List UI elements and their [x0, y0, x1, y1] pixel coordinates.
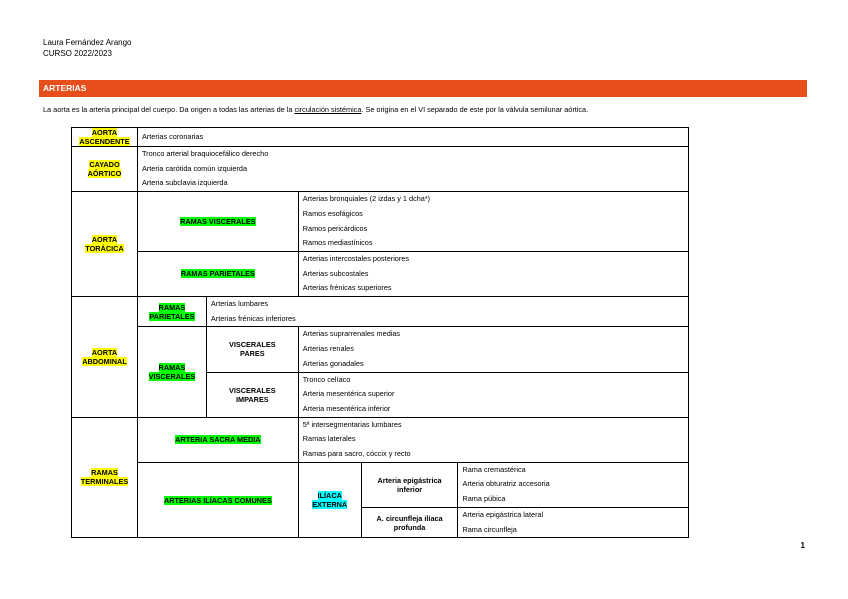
author-name: Laura Fernández Arango	[43, 38, 132, 47]
list-item: Arterias suprarrenales medias	[302, 329, 401, 339]
toracica-ramas-viscerales-cell	[137, 192, 298, 252]
aorta-ascendente-label-1: AORTA	[91, 128, 118, 137]
aorta-ascendente-label-2: ASCENDENTE	[79, 137, 130, 146]
list-item: Arterias renales	[302, 344, 354, 354]
list-item: Arteria subclavia izquierda	[141, 178, 228, 188]
toracica-ramas-viscerales-label: RAMAS VISCERALES	[180, 217, 256, 227]
toracica-label-2: TORÁCICA	[85, 244, 124, 254]
abdominal-viscerales-label-1: RAMAS	[158, 363, 186, 373]
epigastrica-inferior-cell	[361, 462, 458, 507]
intro-link-circulacion[interactable]: circulación sistémica	[294, 105, 362, 114]
list-item: Arteria mesentérica inferior	[302, 403, 391, 413]
list-item: Arterias lumbares	[210, 299, 269, 309]
toracica-parietales-list	[298, 251, 688, 296]
arteries-table	[71, 127, 689, 538]
toracica-ramas-parietales-cell	[137, 251, 298, 296]
iliaca-externa-label-2: EXTERNA	[312, 500, 348, 510]
viscerales-pares-list	[298, 327, 688, 372]
row-cayado-aortico	[72, 147, 689, 192]
row-abdominal-pares	[72, 327, 689, 372]
circunfleja-label-2: profunda	[393, 522, 426, 532]
row-iliaca-epigastrica	[72, 462, 689, 507]
viscerales-impares-list	[298, 372, 688, 417]
abdominal-label-2: ABDOMINAL	[82, 356, 127, 366]
viscerales-pares-cell	[206, 327, 298, 372]
list-item: Rama cremastérica	[462, 464, 526, 474]
impares-label-1: VISCERALES	[229, 385, 276, 395]
abdominal-ramas-parietales-cell	[137, 297, 206, 327]
abdominal-parietales-label-2: PARIETALES	[149, 311, 195, 321]
pares-label-2: PARES	[240, 349, 265, 359]
impares-label-2: IMPARES	[235, 394, 269, 404]
list-item: Arteria carótida común izquierda	[141, 163, 248, 173]
iliaca-externa-cell	[298, 462, 361, 538]
list-item: Ramas laterales	[302, 434, 356, 444]
list-item: Ramos pericárdicos	[302, 223, 368, 233]
row-abdominal-parietales	[72, 297, 689, 327]
list-item: Arteria epigástrica lateral	[462, 509, 544, 519]
list-item: Arterias frénicas inferiores	[210, 313, 296, 323]
abdominal-label-1: AORTA	[91, 347, 118, 357]
terminales-label-2: TERMINALES	[80, 477, 129, 487]
intro-text-end: . Se origina en el VI separado de este por la válvula semilunar aórtica.	[361, 105, 589, 114]
list-item: Arterias gonadales	[302, 358, 364, 368]
circunfleja-iliaca-cell	[361, 507, 458, 537]
list-item: Arterias frénicas superiores	[302, 283, 392, 293]
row-toracica-viscerales	[72, 192, 689, 252]
course-label: CURSO 2022/2023	[43, 49, 112, 58]
list-item: Ramos esofágicos	[302, 208, 363, 218]
abdominal-ramas-viscerales-cell	[137, 327, 206, 417]
section-title-bar: ARTERIAS	[39, 80, 807, 97]
intro-text-start: La aorta es la arteria principal del cuerpo. Da origen a todas las arterias de la	[43, 105, 295, 114]
list-item: Arterias subcostales	[302, 268, 369, 278]
iliaca-externa-label-1: ILÍACA	[317, 491, 342, 501]
pares-label-1: VISCERALES	[229, 340, 276, 350]
toracica-label-1: AORTA	[91, 235, 118, 245]
cayado-aortico-cell	[72, 147, 138, 192]
circunfleja-label-1: A. circunfleja ilíaca	[376, 513, 443, 523]
arterias-iliacas-comunes-label: ARTERIAS ILÍACAS COMUNES	[163, 495, 272, 505]
arterias-coronarias-item: Arterias coronarias	[137, 128, 688, 147]
cayado-label-2: AÓRTICO	[87, 169, 122, 179]
viscerales-impares-cell	[206, 372, 298, 417]
aorta-ascendente-cell	[72, 128, 138, 147]
epigastrica-inferior-list	[458, 462, 689, 507]
list-item: Ramos mediastínicos	[302, 238, 373, 248]
sacra-media-list	[298, 417, 688, 462]
abdominal-parietales-label-1: RAMAS	[158, 302, 186, 312]
epigastrica-label-1: Arteria epigástrica	[377, 475, 442, 485]
abdominal-parietales-list	[206, 297, 688, 327]
list-item: Ramas para sacro, cóccix y recto	[302, 449, 411, 459]
arterias-iliacas-comunes-cell	[137, 462, 298, 538]
list-item: Arterias bronquiales (2 izdas y 1 dcha*)	[302, 194, 431, 204]
list-item: Tronco arterial braquiocefálico derecho	[141, 149, 269, 158]
list-item: Rama púbica	[462, 494, 506, 504]
arteria-sacra-media-cell	[137, 417, 298, 462]
toracica-ramas-parietales-label: RAMAS PARIETALES	[180, 269, 255, 279]
aorta-toracica-cell	[72, 192, 138, 297]
list-item: Tronco celíaco	[302, 374, 351, 384]
list-item: Arteria obturatriz accesoria	[462, 479, 550, 489]
epigastrica-label-2: inferior	[397, 484, 423, 494]
page-number: 1	[800, 541, 805, 550]
row-terminales-sacra	[72, 417, 689, 462]
toracica-viscerales-list	[298, 192, 688, 252]
list-item: Arteria mesentérica superior	[302, 389, 395, 399]
list-item: 5ª intersegmentarias lumbares	[302, 419, 402, 429]
aorta-abdominal-cell	[72, 297, 138, 418]
intro-paragraph	[43, 105, 588, 115]
abdominal-viscerales-label-2: VISCERALES	[148, 372, 196, 382]
row-aorta-ascendente	[72, 128, 689, 147]
circunfleja-iliaca-list	[458, 507, 689, 537]
row-toracica-parietales	[72, 251, 689, 296]
cayado-label-1: CAYADO	[89, 160, 120, 170]
list-item: Arterias intercostales posteriores	[302, 253, 410, 263]
cayado-branches	[137, 147, 688, 192]
terminales-label-1: RAMAS	[91, 468, 118, 478]
ramas-terminales-cell	[72, 417, 138, 538]
arteria-sacra-media-label: ARTERIA SACRA MEDIA	[175, 435, 261, 445]
list-item: Rama circunfleja	[462, 524, 517, 534]
